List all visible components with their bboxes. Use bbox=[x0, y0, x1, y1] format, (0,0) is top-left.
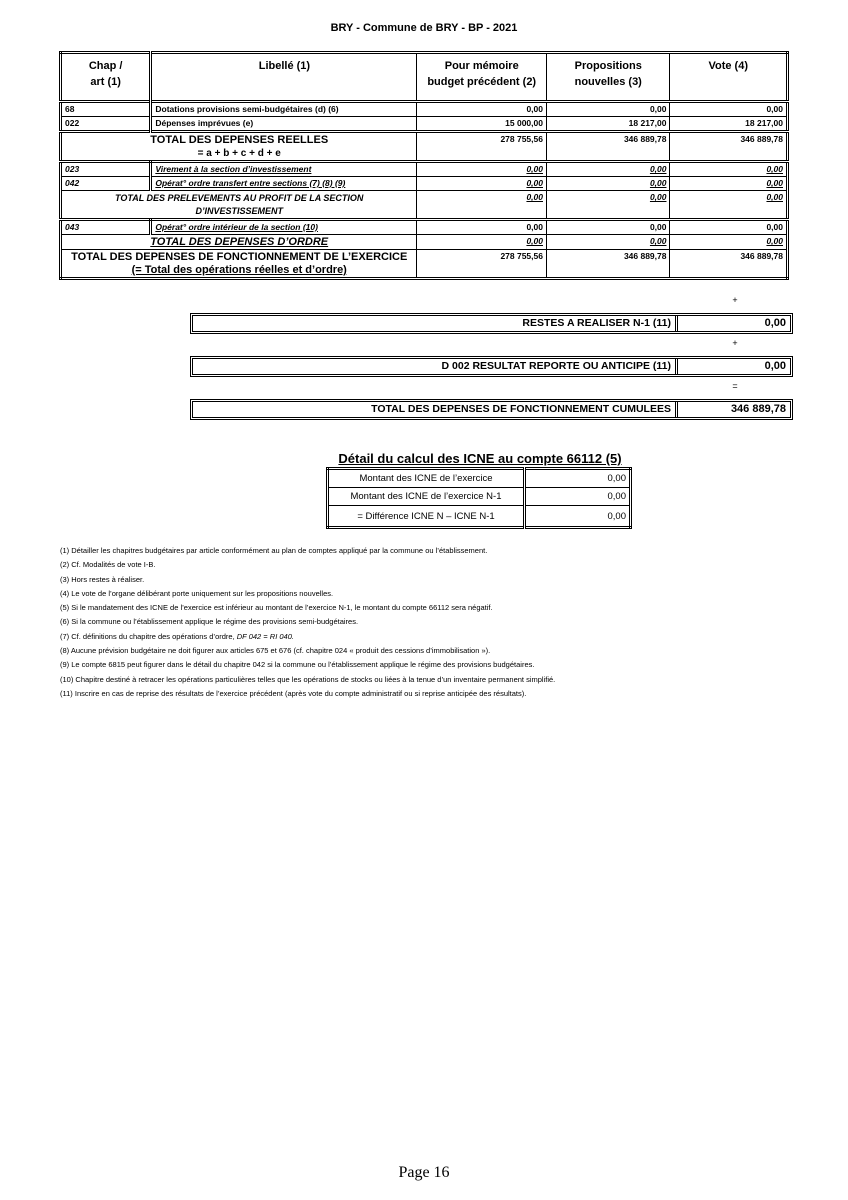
table-row bbox=[61, 102, 788, 117]
total-prelevements-line2: D’INVESTISSEMENT bbox=[195, 206, 283, 216]
col-vote bbox=[670, 53, 788, 102]
total-reelles-row bbox=[61, 132, 788, 162]
page-number: Page 16 bbox=[398, 1164, 450, 1181]
row-label: Dépenses imprévues (e) bbox=[151, 117, 417, 132]
row-label: Dotations provisions semi-budgétaires (d) (6) bbox=[151, 102, 417, 117]
expenses-table bbox=[59, 51, 789, 280]
table-header-row bbox=[61, 53, 788, 102]
total-prelevements-vote: 0,00 bbox=[670, 191, 788, 220]
row-chap: 022 bbox=[61, 117, 151, 132]
footnote: (3) Hors restes à réaliser. bbox=[60, 574, 145, 584]
row-label: Opérat° ordre transfert entre sections (7) (8) (9) bbox=[151, 177, 417, 191]
total-ordre-memoire: 0,00 bbox=[417, 235, 547, 250]
col-memoire bbox=[417, 53, 547, 102]
total-fonctionnement-label bbox=[61, 250, 417, 279]
equals-sign: = bbox=[732, 381, 738, 391]
table-row bbox=[328, 469, 631, 488]
icne-title: Détail du calcul des ICNE au compte 66112 (5) bbox=[338, 451, 622, 466]
icne-value: 0,00 bbox=[525, 469, 631, 488]
row-propositions: 0,00 bbox=[546, 102, 670, 117]
total-ordre-propositions: 0,00 bbox=[546, 235, 670, 250]
icne-label: = Différence ICNE N – ICNE N-1 bbox=[328, 506, 525, 528]
row-vote: 18 217,00 bbox=[670, 117, 788, 132]
col-propositions-line1: Propositions bbox=[574, 60, 642, 72]
table-row bbox=[61, 220, 788, 235]
footnote-7-text: (7) Cf. définitions du chapitre des opérations d’ordre, bbox=[60, 631, 237, 641]
footnote: (9) Le compte 6815 peut figurer dans le détail du chapitre 042 si la commune ou l’établissement applique le régime des provisions budgétaires. bbox=[60, 660, 535, 670]
total-ordre-row bbox=[61, 235, 788, 250]
row-chap: 042 bbox=[61, 177, 151, 191]
total-fonctionnement-memoire: 278 755,56 bbox=[417, 250, 547, 279]
row-vote: 0,00 bbox=[670, 220, 788, 235]
footnote: (5) Si le mandatement des ICNE de l’exercice est inférieur au montant de l’exercice N-1, le montant du compte 66112 sera négatif. bbox=[60, 603, 493, 613]
total-reelles-propositions: 346 889,78 bbox=[546, 132, 670, 162]
table-row bbox=[61, 177, 788, 191]
row-chap: 043 bbox=[61, 220, 151, 235]
total-fonctionnement-propositions: 346 889,78 bbox=[546, 250, 670, 279]
total-fonctionnement-line1: TOTAL DES DEPENSES DE FONCTIONNEMENT DE L’EXERCICE bbox=[71, 251, 408, 263]
col-vote-text: Vote (4) bbox=[708, 60, 748, 72]
cumulees-box bbox=[190, 399, 793, 420]
row-propositions: 0,00 bbox=[546, 220, 670, 235]
footnote: (1) Détailler les chapitres budgétaires par article conformément au plan de comptes appliqué par la commune ou l’établissement. bbox=[60, 546, 488, 555]
row-label: Virement à la section d’investissement bbox=[151, 162, 417, 177]
total-prelevements-line1: TOTAL DES PRELEVEMENTS AU PROFIT DE LA SECTION bbox=[115, 193, 364, 203]
footnote bbox=[60, 630, 820, 644]
footnote-7-italic: DF 042 = RI 040. bbox=[236, 631, 294, 641]
col-chap-line2: art (1) bbox=[90, 76, 121, 88]
col-propositions bbox=[546, 53, 670, 102]
cumulees-value: 346 889,78 bbox=[730, 403, 786, 415]
total-prelevements-propositions: 0,00 bbox=[546, 191, 670, 220]
footnotes bbox=[60, 544, 820, 701]
footnote: (2) Cf. Modalités de vote I-B. bbox=[60, 560, 156, 570]
footnote: (4) Le vote de l’organe délibérant porte uniquement sur les propositions nouvelles. bbox=[60, 588, 334, 598]
footnote: (8) Aucune prévision budgétaire ne doit figurer aux articles 675 et 676 (cf. chapitre 024 « produit des cessions d’immobilisation »). bbox=[60, 646, 491, 656]
total-fonctionnement-vote: 346 889,78 bbox=[670, 250, 788, 279]
col-propositions-line2: nouvelles (3) bbox=[574, 76, 642, 88]
row-vote: 0,00 bbox=[670, 177, 788, 191]
col-chap bbox=[61, 53, 151, 102]
col-memoire-line2: budget précédent (2) bbox=[427, 76, 537, 88]
icne-label: Montant des ICNE de l’exercice bbox=[328, 469, 525, 488]
row-chap: 68 bbox=[61, 102, 151, 117]
total-fonctionnement-row bbox=[61, 250, 788, 279]
plus-sign: + bbox=[732, 295, 738, 305]
row-propositions: 18 217,00 bbox=[546, 117, 670, 132]
resultat-value: 0,00 bbox=[764, 360, 786, 372]
total-reelles-title: TOTAL DES DEPENSES REELLES bbox=[150, 134, 329, 146]
col-libelle-text: Libellé (1) bbox=[258, 60, 311, 72]
table-row bbox=[328, 488, 631, 506]
total-fonctionnement-line2: (= Total des opérations réelles et d’ordre) bbox=[131, 264, 347, 276]
row-memoire: 0,00 bbox=[417, 162, 547, 177]
icne-label: Montant des ICNE de l’exercice N-1 bbox=[328, 488, 525, 506]
table-row bbox=[61, 162, 788, 177]
cumulees-label: TOTAL DES DEPENSES DE FONCTIONNEMENT CUMULEES bbox=[193, 402, 678, 417]
restes-label: RESTES A REALISER N-1 (11) bbox=[193, 316, 678, 331]
row-vote: 0,00 bbox=[670, 102, 788, 117]
row-memoire: 15 000,00 bbox=[417, 117, 547, 132]
col-libelle bbox=[151, 53, 417, 102]
total-prelevements-row bbox=[61, 191, 788, 220]
total-reelles-formula: = a + b + c + d + e bbox=[197, 148, 281, 159]
plus-sign: + bbox=[732, 338, 738, 348]
document-title: BRY - Commune de BRY - BP - 2021 bbox=[330, 22, 518, 34]
row-chap: 023 bbox=[61, 162, 151, 177]
row-memoire: 0,00 bbox=[417, 177, 547, 191]
col-memoire-line1: Pour mémoire bbox=[444, 60, 519, 72]
row-propositions: 0,00 bbox=[546, 162, 670, 177]
resultat-box bbox=[190, 356, 793, 377]
row-memoire: 0,00 bbox=[417, 220, 547, 235]
row-memoire: 0,00 bbox=[417, 102, 547, 117]
icne-value: 0,00 bbox=[525, 506, 631, 528]
footnote: (6) Si la commune ou l’établissement applique le régime des provisions semi-budgétaires. bbox=[60, 617, 359, 627]
total-reelles-memoire: 278 755,56 bbox=[417, 132, 547, 162]
col-chap-line1: Chap / bbox=[88, 60, 123, 72]
footnote: (11) Inscrire en cas de reprise des résultats de l’exercice précédent (après vote du compte administratif ou si reprise anticipée des résultats). bbox=[60, 688, 527, 698]
restes-box bbox=[190, 313, 793, 334]
total-ordre-label: TOTAL DES DEPENSES D’ORDRE bbox=[61, 235, 417, 250]
icne-table bbox=[326, 467, 632, 529]
row-propositions: 0,00 bbox=[546, 177, 670, 191]
total-prelevements-memoire: 0,00 bbox=[417, 191, 547, 220]
table-row bbox=[328, 506, 631, 528]
footnote: (10) Chapitre destiné à retracer les opérations particulières telles que les opérations de stocks ou liées à la tenue d’un inventaire permanent simplifié. bbox=[60, 674, 556, 684]
total-prelevements-label bbox=[61, 191, 417, 220]
restes-value: 0,00 bbox=[764, 317, 786, 329]
total-reelles-vote: 346 889,78 bbox=[670, 132, 788, 162]
icne-value: 0,00 bbox=[525, 488, 631, 506]
total-reelles-label bbox=[61, 132, 417, 162]
row-vote: 0,00 bbox=[670, 162, 788, 177]
total-ordre-vote: 0,00 bbox=[670, 235, 788, 250]
row-label: Opérat° ordre intérieur de la section (10) bbox=[151, 220, 417, 235]
table-row bbox=[61, 117, 788, 132]
resultat-label: D 002 RESULTAT REPORTE OU ANTICIPE (11) bbox=[193, 359, 678, 374]
